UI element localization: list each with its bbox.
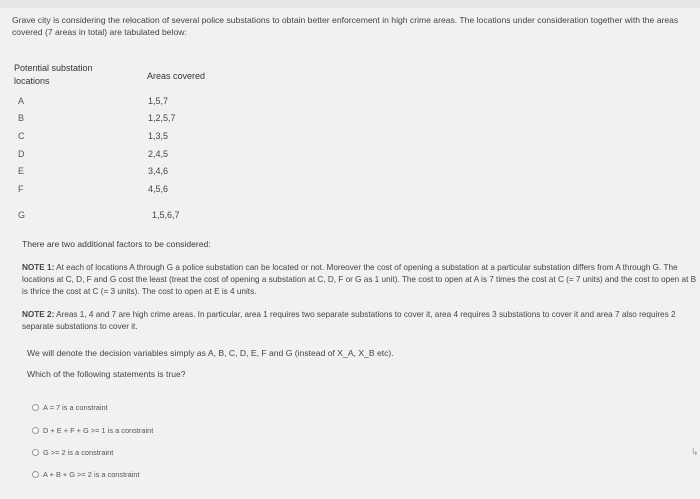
table-row-location: D [18, 149, 25, 159]
table-row-location: F [18, 184, 24, 194]
table-row-location: C [18, 131, 25, 141]
table-row-areas: 1,5,7 [148, 96, 169, 106]
answer-option-3[interactable] [32, 448, 113, 457]
table-row-location: E [18, 166, 25, 176]
answer-option-label: G >= 2 is a constraint [43, 448, 114, 457]
radio-button-icon[interactable] [32, 449, 39, 456]
note-1-label: NOTE 1: [22, 263, 55, 272]
radio-button-icon[interactable] [32, 404, 39, 411]
table-header-locations-line1: Potential substation [14, 63, 93, 73]
mouse-cursor-icon: ↳ [691, 447, 699, 457]
table-row-areas: 2,4,5 [148, 149, 169, 159]
table-row-areas: 1,2,5,7 [148, 113, 176, 123]
note-2-label: NOTE 2: [22, 310, 55, 319]
intro-paragraph: Grave city is considering the relocation of several police substations to obtain better enforcement in high crime areas. The locations under consideration together with the areas covered (7 areas in total) are tabulated below: [12, 15, 679, 37]
table-row-areas: 1,5,6,7 [152, 210, 180, 220]
answer-option-4[interactable] [32, 470, 140, 479]
note-2-text: Areas 1, 4 and 7 are high crime areas. In particular, area 1 requires two separate substations to cover it, area 4 requires 3 substations to cover it and area 7 also requires 2 separate substations to cover it. [22, 310, 676, 331]
table-row-location: B [18, 113, 25, 123]
radio-button-icon[interactable] [32, 471, 39, 478]
answer-option-label: D + E + F + G >= 1 is a constraint [43, 426, 154, 435]
answer-option-2[interactable] [32, 426, 153, 435]
note-1 [22, 262, 698, 298]
question-prompt: Which of the following statements is true? [27, 369, 186, 379]
answer-option-label: A + B + G >= 2 is a constraint [43, 470, 140, 479]
table-header-locations-line2: locations [14, 76, 50, 86]
table-row-areas: 1,3,5 [148, 131, 169, 141]
table-row-location: A [18, 96, 25, 106]
note-2 [22, 309, 698, 333]
factors-intro: There are two additional factors to be considered: [22, 239, 211, 249]
radio-button-icon[interactable] [32, 427, 39, 434]
table-header-locations [14, 62, 93, 88]
answer-option-label: A = 7 is a constraint [43, 403, 108, 412]
decision-variables-text: We will denote the decision variables simply as A, B, C, D, E, F and G (instead of X_A, X_B etc). [27, 348, 394, 358]
table-header-areas: Areas covered [147, 71, 206, 81]
table-row-location: G [18, 210, 26, 220]
note-1-text: At each of locations A through G a police substation can be located or not. Moreover the cost of opening a substation at a particular substation differs from A through G. The locations at C, D, F and G cost the least (treat the cost of opening a substation at C, D, F or G as 1 unit). The cost to open at A is 7 times the cost at C (= 7 units) and the cost to open at B is thrice the cost at C (= 3 units). The cost to open at E is 4 units. [22, 263, 697, 296]
top-divider [0, 0, 700, 8]
table-row-areas: 3,4,6 [148, 166, 169, 176]
table-row-areas: 4,5,6 [148, 184, 169, 194]
answer-option-1[interactable] [32, 403, 108, 412]
